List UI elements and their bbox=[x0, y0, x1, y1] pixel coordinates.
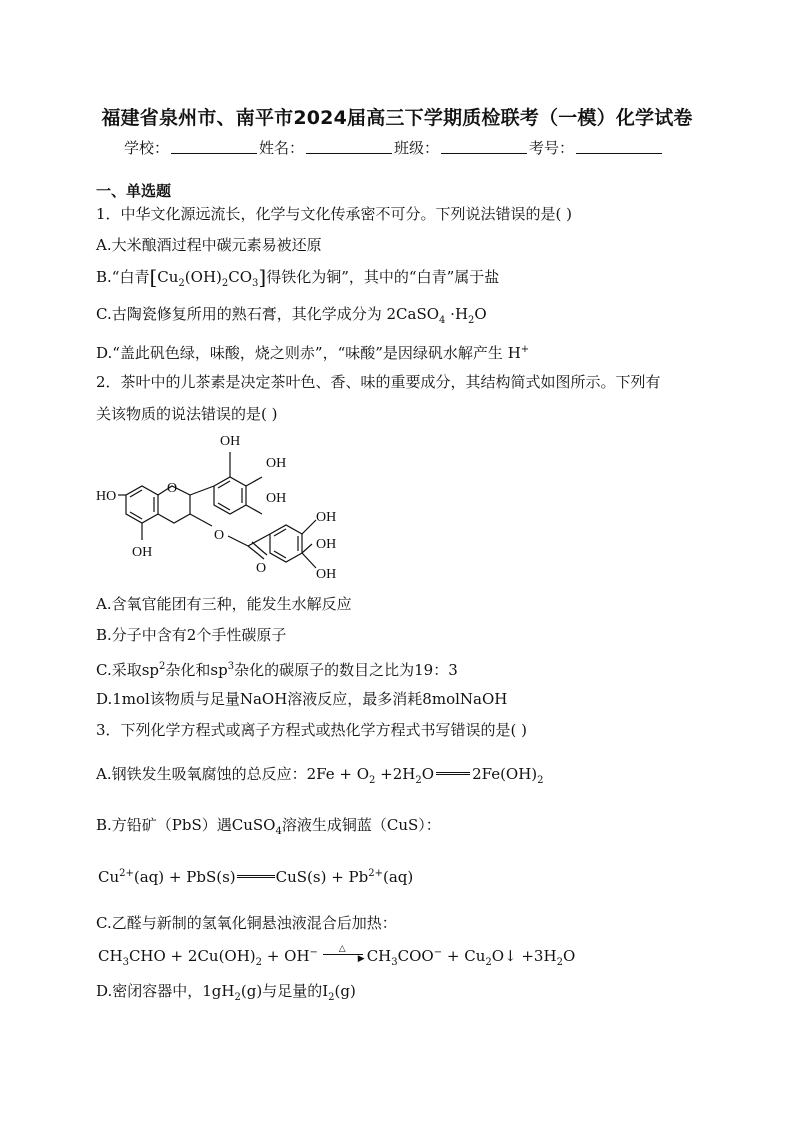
q1-option-d-prefix: D.“盖此矾色绿，味酸，烧之则赤”，“味酸”是因绿矾水解产生 bbox=[96, 344, 503, 362]
oh-label-d-top: OH bbox=[316, 510, 337, 525]
ring-oxygen-label: O bbox=[167, 481, 178, 496]
number-blank[interactable] bbox=[576, 139, 662, 154]
q2-option-c: C.采取$sp^2$杂化和$sp^3$杂化的碳原子的数目之比为19：3 bbox=[96, 661, 458, 679]
section-heading: 一、单选题 bbox=[96, 182, 172, 200]
oh-label-a-bottom: OH bbox=[132, 545, 153, 560]
q3-option-a: A.钢铁发生吸氧腐蚀的总反应：$2Fe + O_2 +2H_2O$ $2Fe(OH)_2$ bbox=[96, 765, 544, 786]
ester-oxygen-label: O bbox=[214, 528, 225, 543]
q3-option-b-prefix: B.方铅矿（PbS）遇 bbox=[96, 816, 232, 834]
name-label: 姓名： bbox=[259, 139, 305, 157]
carbonyl-oxygen-label: O bbox=[256, 561, 267, 576]
ho-label-a-ring: HO bbox=[96, 489, 117, 504]
class-label: 班级： bbox=[394, 139, 440, 157]
q2-stem-line2: 关该物质的说法错误的是( ) bbox=[96, 405, 278, 423]
q3-option-d-middle: 与足量的 bbox=[262, 982, 323, 1000]
catechin-structure-diagram bbox=[90, 428, 390, 586]
oh-label-b-middle: OH bbox=[266, 456, 287, 471]
q1-option-c: C.古陶瓷修复所用的熟石膏，其化学成分为 2CaSO$_4$ $\cdot H_2O$ bbox=[96, 305, 487, 326]
q1-option-b: B.“白青$[Cu_2(OH)_2CO_3]$得铁化为铜”，其中的“白青”属于盐 bbox=[96, 265, 500, 289]
q2-option-c-suffix: 杂化的碳原子的数目之比为19：3 bbox=[234, 661, 458, 679]
q1-option-b-suffix: 得铁化为铜”，其中的“白青”属于盐 bbox=[266, 268, 500, 286]
oh-label-d-middle: OH bbox=[316, 537, 337, 552]
school-blank[interactable] bbox=[171, 139, 257, 154]
q3-option-b-equation: $Cu^{2+}(aq) + PbS(s) CuS(s) + Pb^{2+}(aq)$ bbox=[98, 868, 414, 886]
school-label: 学校： bbox=[124, 139, 170, 157]
q1-option-c-prefix: C.古陶瓷修复所用的熟石膏，其化学成分为 bbox=[96, 305, 382, 323]
number-label: 考号： bbox=[529, 139, 575, 157]
q1-option-a: A.大米酿酒过程中碳元素易被还原 bbox=[96, 236, 322, 254]
q3-option-b-suffix: 溶液生成铜蓝（CuS）： bbox=[281, 816, 441, 834]
q2-option-a: A.含氧官能团有三种，能发生水解反应 bbox=[96, 595, 352, 613]
q3-option-b: B.方铅矿（PbS）遇CuSO$_4$溶液生成铜蓝（CuS）： bbox=[96, 816, 441, 837]
class-blank[interactable] bbox=[441, 139, 527, 154]
q3-stem: 3．下列化学方程式或离子方程式或热化学方程式书写错误的是( ) bbox=[96, 721, 528, 739]
q1-option-b-prefix: B.“白青 bbox=[96, 268, 150, 286]
name-blank[interactable] bbox=[306, 139, 392, 154]
q3-option-d-prefix: D.密闭容器中， bbox=[96, 982, 203, 1000]
q2-option-d: D.1mol该物质与足量NaOH溶液反应，最多消耗8molNaOH bbox=[96, 690, 508, 708]
oh-label-b-top: OH bbox=[220, 434, 241, 449]
student-info-line bbox=[124, 137, 664, 158]
q2-option-c-middle: 杂化和 bbox=[165, 661, 211, 679]
q2-stem-line1: 2．茶叶中的儿茶素是决定茶叶色、香、味的重要成分，其结构简式如图所示。下列有 bbox=[96, 373, 661, 391]
q3-option-c-equation: $CH_3CHO + 2Cu(OH)_2 + OH^-$ △ ▶ $CH_3COO^-$ + $Cu_2O↓ +3H_2O$ bbox=[98, 944, 576, 968]
q3-option-c: C.乙醛与新制的氢氧化铜悬浊液混合后加热： bbox=[96, 914, 397, 932]
q3-option-d: D.密闭容器中，$1gH_2(g)$与足量的$I_2(g)$ bbox=[96, 982, 356, 1003]
q2-option-c-prefix: C.采取 bbox=[96, 661, 142, 679]
q3-option-a-prefix: A.钢铁发生吸氧腐蚀的总反应： bbox=[96, 765, 307, 783]
q2-option-b: B.分子中含有2个手性碳原子 bbox=[96, 626, 287, 644]
oh-label-b-bottom: OH bbox=[266, 491, 287, 506]
q1-option-d: D.“盖此矾色绿，味酸，烧之则赤”，“味酸”是因绿矾水解产生 H+ bbox=[96, 344, 530, 362]
exam-title: 福建省泉州市、南平市2024届高三下学期质检联考（一模）化学试卷 bbox=[101, 107, 693, 129]
oh-label-d-bottom: OH bbox=[316, 567, 337, 582]
q1-stem: 1．中华文化源远流长，化学与文化传承密不可分。下列说法错误的是( ) bbox=[96, 205, 573, 223]
